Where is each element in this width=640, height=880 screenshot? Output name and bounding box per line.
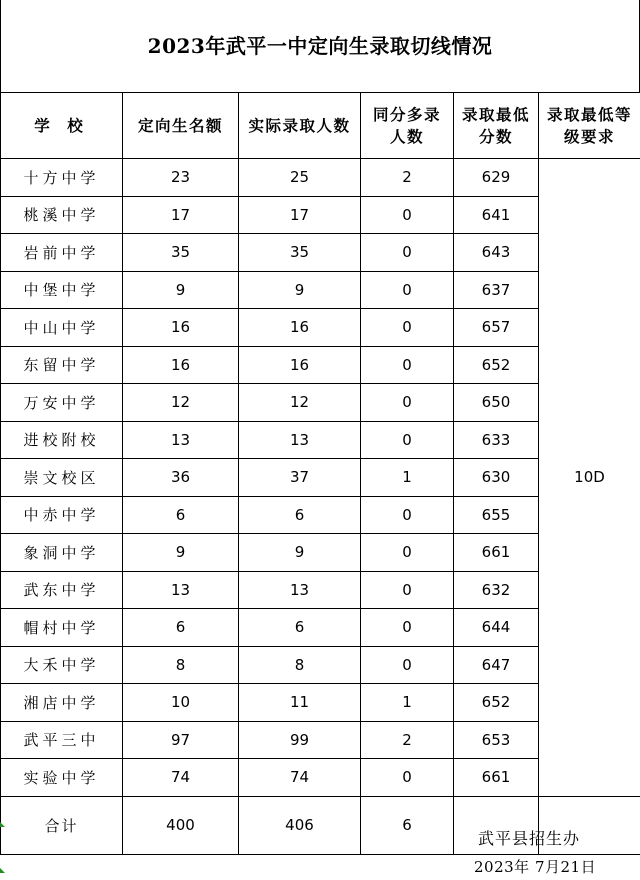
quota-cell: 74 [123, 759, 239, 797]
quota-cell: 10 [123, 684, 239, 722]
admitted-cell: 16 [239, 346, 361, 384]
tie-extra-cell: 0 [361, 571, 454, 609]
min-score-cell: 637 [454, 271, 539, 309]
quota-cell: 16 [123, 346, 239, 384]
school-name-cell: 万安中学 [1, 384, 123, 422]
page-title: 2023年武平一中定向生录取切线情况 [147, 34, 493, 58]
min-score-cell: 641 [454, 196, 539, 234]
tie-extra-cell: 0 [361, 271, 454, 309]
quota-cell: 35 [123, 234, 239, 272]
school-name-cell: 中山中学 [1, 309, 123, 347]
tie-extra-cell: 0 [361, 196, 454, 234]
admitted-cell: 25 [239, 159, 361, 197]
tie-extra-cell: 1 [361, 459, 454, 497]
min-score-cell: 661 [454, 759, 539, 797]
school-name-cell: 岩前中学 [1, 234, 123, 272]
tie-extra-cell: 0 [361, 384, 454, 422]
school-name-cell: 桃溪中学 [1, 196, 123, 234]
quota-cell: 16 [123, 309, 239, 347]
min-score-cell: 657 [454, 309, 539, 347]
quota-cell: 9 [123, 271, 239, 309]
admitted-cell: 11 [239, 684, 361, 722]
admitted-cell: 13 [239, 421, 361, 459]
school-name-cell: 象洞中学 [1, 534, 123, 572]
header-quota: 定向生名额 [123, 93, 239, 159]
total-tie-extra: 6 [361, 796, 454, 854]
admitted-cell: 35 [239, 234, 361, 272]
quota-cell: 8 [123, 646, 239, 684]
school-name-cell: 大禾中学 [1, 646, 123, 684]
school-name-cell: 进校附校 [1, 421, 123, 459]
quota-cell: 13 [123, 421, 239, 459]
school-name-cell: 崇文校区 [1, 459, 123, 497]
table-row [1, 159, 640, 197]
school-name-cell: 湘店中学 [1, 684, 123, 722]
school-name-cell: 十方中学 [1, 159, 123, 197]
tie-extra-cell: 0 [361, 646, 454, 684]
issue-date: 2023年 7月21日 [474, 858, 597, 876]
school-name-cell: 帽村中学 [1, 609, 123, 647]
admitted-cell: 17 [239, 196, 361, 234]
min-score-cell: 650 [454, 384, 539, 422]
admission-table [0, 92, 640, 855]
min-score-cell: 661 [454, 534, 539, 572]
admitted-cell: 99 [239, 721, 361, 759]
school-name-cell: 武东中学 [1, 571, 123, 609]
cell-marker-icon [0, 822, 5, 827]
quota-cell: 6 [123, 609, 239, 647]
tie-extra-cell: 0 [361, 496, 454, 534]
quota-cell: 9 [123, 534, 239, 572]
school-name-cell: 实验中学 [1, 759, 123, 797]
admitted-cell: 9 [239, 271, 361, 309]
tie-extra-cell: 2 [361, 159, 454, 197]
total-admitted: 406 [239, 796, 361, 854]
school-name-cell: 中堡中学 [1, 271, 123, 309]
tie-extra-cell: 0 [361, 609, 454, 647]
admitted-cell: 74 [239, 759, 361, 797]
school-name-cell: 武平三中 [1, 721, 123, 759]
tie-extra-cell: 0 [361, 309, 454, 347]
quota-cell: 17 [123, 196, 239, 234]
quota-cell: 97 [123, 721, 239, 759]
quota-cell: 12 [123, 384, 239, 422]
total-quota: 400 [123, 796, 239, 854]
tie-extra-cell: 0 [361, 234, 454, 272]
school-name-cell: 中赤中学 [1, 496, 123, 534]
min-score-cell: 653 [454, 721, 539, 759]
tie-extra-cell: 0 [361, 534, 454, 572]
min-score-cell: 652 [454, 346, 539, 384]
header-admitted: 实际录取人数 [239, 93, 361, 159]
header-min-grade: 录取最低等级要求 [539, 93, 640, 159]
admitted-cell: 8 [239, 646, 361, 684]
admitted-cell: 12 [239, 384, 361, 422]
min-score-cell: 643 [454, 234, 539, 272]
header-school: 学 校 [1, 93, 123, 159]
min-score-cell: 632 [454, 571, 539, 609]
admitted-cell: 37 [239, 459, 361, 497]
admitted-cell: 13 [239, 571, 361, 609]
quota-cell: 13 [123, 571, 239, 609]
min-score-cell: 647 [454, 646, 539, 684]
header-tie-extra: 同分多录人数 [361, 93, 454, 159]
quota-cell: 23 [123, 159, 239, 197]
tie-extra-cell: 0 [361, 421, 454, 459]
school-name-cell: 东留中学 [1, 346, 123, 384]
min-score-cell: 655 [454, 496, 539, 534]
total-label: 合计 [1, 796, 123, 854]
quota-cell: 6 [123, 496, 239, 534]
header-row [1, 93, 640, 159]
tie-extra-cell: 0 [361, 346, 454, 384]
min-score-cell: 629 [454, 159, 539, 197]
admitted-cell: 16 [239, 309, 361, 347]
header-min-score: 录取最低分数 [454, 93, 539, 159]
quota-cell: 36 [123, 459, 239, 497]
min-grade-cell: 10D [539, 159, 640, 797]
tie-extra-cell: 2 [361, 721, 454, 759]
min-score-cell: 644 [454, 609, 539, 647]
admitted-cell: 6 [239, 609, 361, 647]
admitted-cell: 9 [239, 534, 361, 572]
min-score-cell: 652 [454, 684, 539, 722]
tie-extra-cell: 0 [361, 759, 454, 797]
admitted-cell: 6 [239, 496, 361, 534]
min-score-cell: 633 [454, 421, 539, 459]
tie-extra-cell: 1 [361, 684, 454, 722]
issuing-office: 武平县招生办 [478, 829, 581, 848]
min-score-cell: 630 [454, 459, 539, 497]
cell-marker-icon [0, 868, 5, 873]
